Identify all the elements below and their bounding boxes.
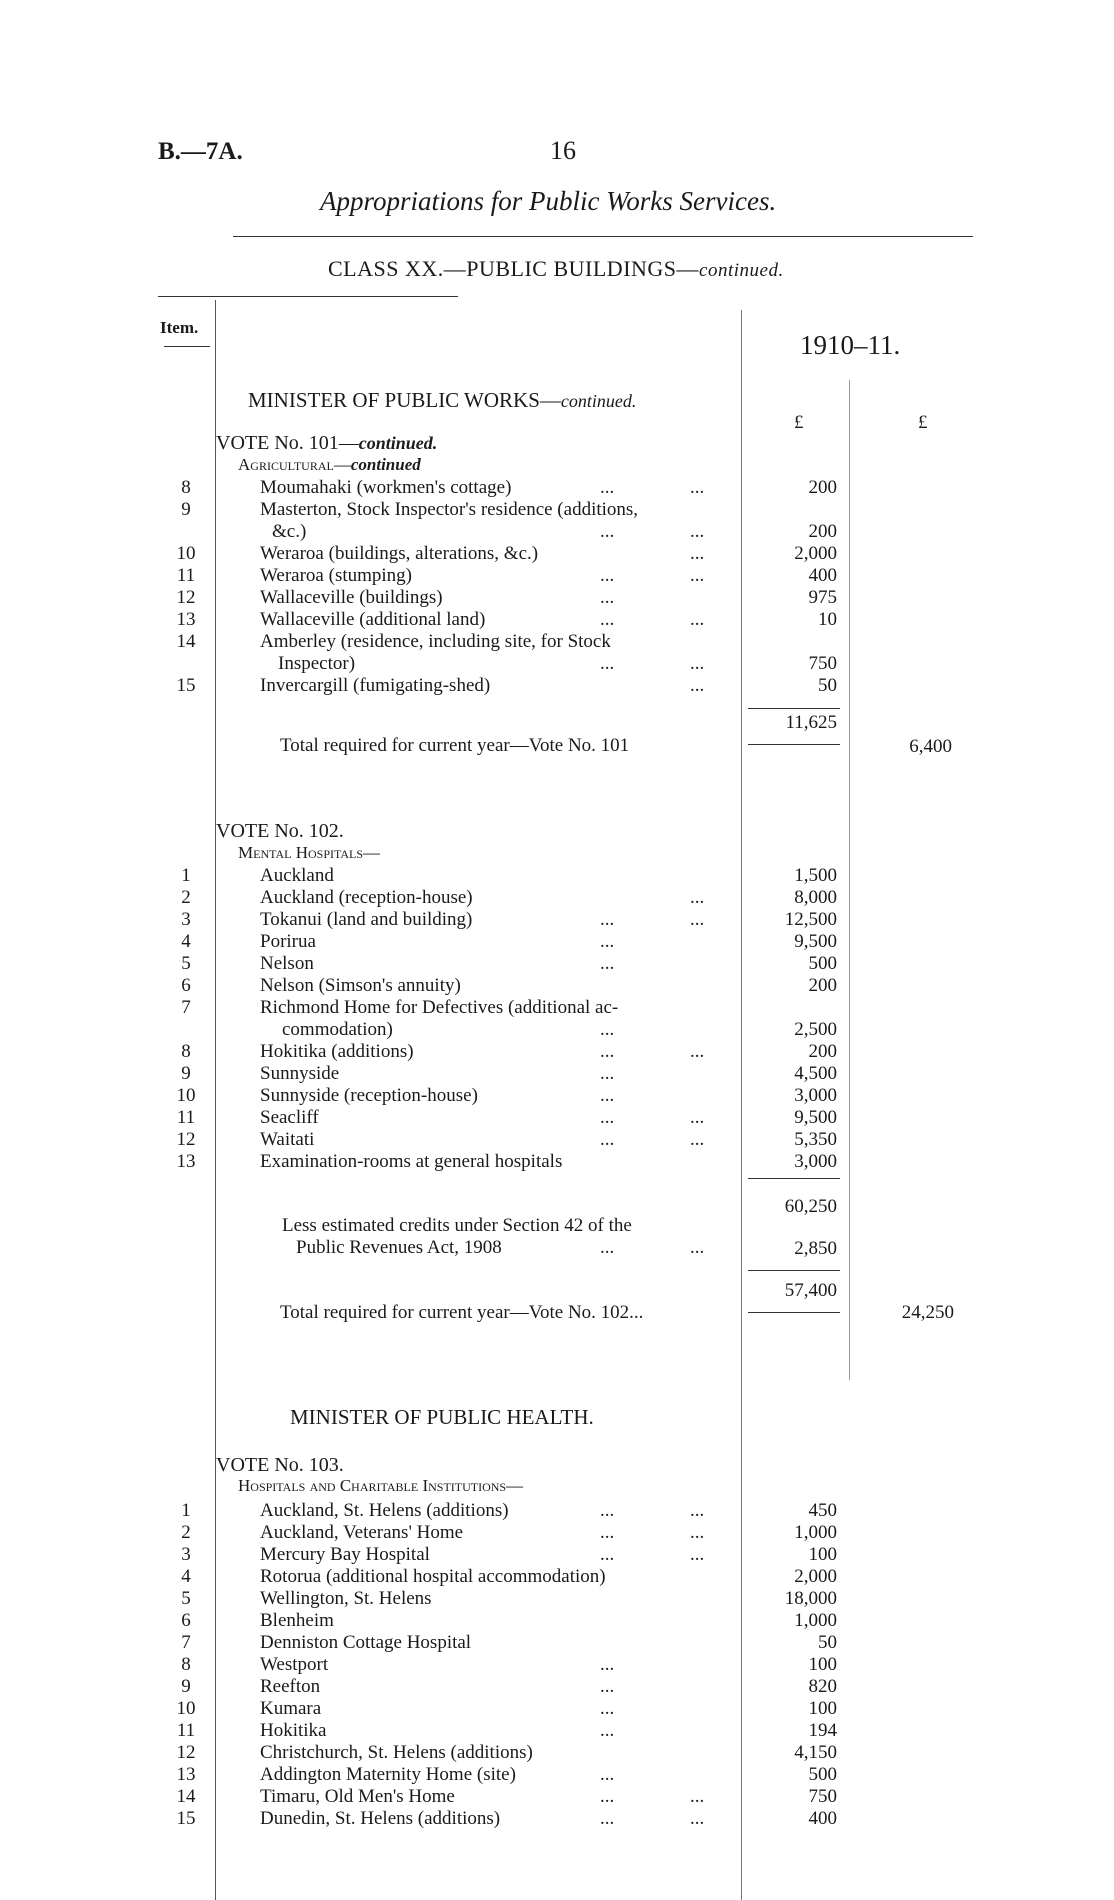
leader-dots: ... — [600, 1764, 615, 1785]
item-description: Auckland, St. Helens (additions) — [260, 1500, 509, 1521]
item-number: 3 — [181, 909, 191, 930]
leader-dots: ... — [600, 477, 615, 498]
item-description: Wallaceville (additional land) — [260, 609, 486, 630]
item-description: Mercury Bay Hospital — [260, 1544, 430, 1565]
item-description: Weraroa (buildings, alterations, &c.) — [260, 543, 539, 564]
table-row — [0, 1610, 1114, 1632]
leader-dots: ... — [600, 1654, 615, 1675]
vote-101-subtotal: 11,625 — [785, 712, 837, 733]
class-title — [328, 256, 784, 282]
table-row — [0, 1107, 1114, 1129]
table-row-continuation — [0, 653, 1114, 675]
item-number: 2 — [181, 887, 191, 908]
less-credits-dots: ... — [600, 1237, 615, 1258]
leader-dots: ... — [600, 1544, 615, 1565]
leader-dots: ... — [600, 1676, 615, 1697]
vote-102-subtotal: 60,250 — [784, 1196, 837, 1217]
table-row — [0, 1698, 1114, 1720]
item-number: 6 — [181, 975, 191, 996]
item-amount: 1,000 — [794, 1610, 837, 1631]
item-amount: 3,000 — [794, 1151, 837, 1172]
item-amount: 1,500 — [794, 865, 837, 886]
table-row — [0, 953, 1114, 975]
item-amount: 200 — [808, 975, 837, 996]
item-number: 1 — [181, 865, 191, 886]
section-title: MINISTER OF PUBLIC WORKS— — [248, 388, 561, 412]
leader-dots: ... — [690, 887, 705, 908]
table-row — [0, 565, 1114, 587]
vote-103-heading: VOTE No. 103. — [216, 1454, 344, 1476]
leader-dots: ... — [600, 1720, 615, 1741]
table-row — [0, 1041, 1114, 1063]
leader-dots: ... — [690, 1544, 705, 1565]
item-number: 15 — [176, 675, 196, 696]
vote-103-subheading: Hospitals and Charitable Institutions— — [238, 1476, 524, 1495]
item-amount: 100 — [808, 1654, 837, 1675]
total-rule — [748, 744, 840, 745]
leader-dots: ... — [690, 521, 705, 542]
item-description: Hokitika (additions) — [260, 1041, 414, 1062]
leader-dots: ... — [690, 477, 705, 498]
item-amount: 4,500 — [794, 1063, 837, 1084]
item-amount: 100 — [808, 1698, 837, 1719]
item-number: 12 — [176, 1742, 196, 1763]
leader-dots: ... — [600, 609, 615, 630]
table-row — [0, 909, 1114, 931]
less-credits-amount: 2,850 — [794, 1238, 837, 1259]
table-row — [0, 1129, 1114, 1151]
item-amount: 400 — [808, 1808, 837, 1829]
item-description: Westport — [260, 1654, 329, 1675]
vote-102-heading: VOTE No. 102. — [216, 820, 344, 842]
less-credits-label-continued: Public Revenues Act, 1908 — [296, 1237, 502, 1258]
table-row — [0, 543, 1114, 565]
subtotal-rule — [748, 708, 840, 709]
section-heading-public-works — [248, 388, 636, 413]
item-amount: 500 — [808, 953, 837, 974]
item-amount: 450 — [808, 1500, 837, 1521]
table-row — [0, 1063, 1114, 1085]
total-rule — [748, 1312, 840, 1313]
item-number: 5 — [181, 953, 191, 974]
item-description: Masterton, Stock Inspector's residence (additions, — [260, 499, 639, 520]
table-row — [0, 1522, 1114, 1544]
item-amount: 50 — [818, 675, 837, 696]
item-number: 7 — [181, 1632, 191, 1653]
item-description: Denniston Cottage Hospital — [260, 1632, 472, 1653]
leader-dots: ... — [690, 1129, 705, 1150]
item-description: Reefton — [260, 1676, 321, 1697]
item-number: 11 — [176, 1720, 196, 1741]
vote-heading-text: VOTE No. 101— — [216, 432, 359, 454]
item-number: 8 — [181, 1041, 191, 1062]
leader-dots: ... — [600, 909, 615, 930]
item-amount: 2,000 — [794, 1566, 837, 1587]
leader-dots: ... — [690, 653, 705, 674]
vote-heading-continued: continued. — [358, 433, 438, 453]
item-description: Rotorua (additional hospital accommodation) — [260, 1566, 606, 1587]
table-row — [0, 887, 1114, 909]
item-number: 11 — [176, 1107, 196, 1128]
item-number: 12 — [176, 1129, 196, 1150]
item-amount: 1,000 — [794, 1522, 837, 1543]
item-number: 12 — [176, 587, 196, 608]
vote-102-total-label: Total required for current year—Vote No. 102... — [280, 1302, 644, 1323]
item-number: 10 — [176, 543, 196, 564]
document-reference: B.—7A. — [158, 138, 243, 165]
table-row — [0, 1742, 1114, 1764]
item-description: Moumahaki (workmen's cottage) — [260, 477, 512, 498]
item-amount: 750 — [808, 1786, 837, 1807]
table-row — [0, 1808, 1114, 1830]
leader-dots: ... — [690, 543, 705, 564]
item-amount: 200 — [808, 1041, 837, 1062]
item-number: 5 — [181, 1588, 191, 1609]
table-row — [0, 1676, 1114, 1698]
section-title-continued: continued. — [560, 391, 637, 411]
section-heading-public-health: MINISTER OF PUBLIC HEALTH. — [290, 1405, 594, 1429]
leader-dots: ... — [600, 1808, 615, 1829]
leader-dots: ... — [690, 1500, 705, 1521]
item-number: 6 — [181, 1610, 191, 1631]
item-description: Waitati — [260, 1129, 315, 1150]
item-number: 13 — [176, 1151, 196, 1172]
item-number: 1 — [181, 1500, 191, 1521]
item-number: 3 — [181, 1544, 191, 1565]
leader-dots: ... — [600, 1019, 615, 1040]
item-description: Auckland, Veterans' Home — [260, 1522, 464, 1543]
leader-dots: ... — [600, 1522, 615, 1543]
item-description: Wallaceville (buildings) — [260, 587, 443, 608]
table-row — [0, 975, 1114, 997]
item-description: Weraroa (stumping) — [260, 565, 412, 586]
item-number: 10 — [176, 1698, 196, 1719]
table-row-continuation — [0, 1019, 1114, 1041]
page-title: Appropriations for Public Works Services. — [320, 186, 777, 216]
item-header-underline — [164, 346, 210, 347]
item-description: Porirua — [260, 931, 316, 952]
table-row — [0, 1544, 1114, 1566]
item-description-continued: commodation) — [282, 1019, 393, 1040]
table-top-rule — [158, 296, 458, 297]
item-number: 4 — [181, 931, 191, 952]
subtotal-rule — [748, 1178, 840, 1179]
item-amount: 194 — [808, 1720, 837, 1741]
leader-dots: ... — [600, 1786, 615, 1807]
pound-sign-col2: £ — [918, 412, 928, 433]
header-rule — [233, 236, 973, 237]
leader-dots: ... — [690, 1041, 705, 1062]
leader-dots: ... — [600, 1107, 615, 1128]
item-number: 11 — [176, 565, 196, 586]
item-amount: 100 — [808, 1544, 837, 1565]
net-rule — [748, 1270, 840, 1271]
table-row — [0, 675, 1114, 697]
table-row — [0, 997, 1114, 1019]
leader-dots: ... — [690, 1808, 705, 1829]
item-description: Nelson — [260, 953, 314, 974]
leader-dots: ... — [600, 1041, 615, 1062]
item-description: Addington Maternity Home (site) — [260, 1764, 516, 1785]
table-row — [0, 1786, 1114, 1808]
vote-101-total: 6,400 — [909, 736, 952, 757]
table-row — [0, 1632, 1114, 1654]
table-row — [0, 499, 1114, 521]
item-number: 13 — [176, 609, 196, 630]
vote-102-subheading: Mental Hospitals— — [238, 843, 381, 862]
class-title-main: CLASS XX.—PUBLIC BUILDINGS— — [328, 256, 700, 281]
item-amount: 975 — [808, 587, 837, 608]
table-row — [0, 1720, 1114, 1742]
less-credits-dots: ... — [690, 1237, 705, 1258]
pound-sign-col1: £ — [794, 412, 804, 433]
leader-dots: ... — [690, 609, 705, 630]
leader-dots: ... — [690, 565, 705, 586]
item-description: Blenheim — [260, 1610, 334, 1631]
item-number: 10 — [176, 1085, 196, 1106]
item-amount: 750 — [808, 653, 837, 674]
table-row — [0, 587, 1114, 609]
leader-dots: ... — [600, 1698, 615, 1719]
item-amount: 400 — [808, 565, 837, 586]
item-description: Wellington, St. Helens — [260, 1588, 432, 1609]
item-amount: 18,000 — [784, 1588, 837, 1609]
vote-102-total: 24,250 — [901, 1302, 954, 1323]
table-row — [0, 631, 1114, 653]
item-number: 14 — [176, 631, 196, 652]
item-amount: 2,500 — [794, 1019, 837, 1040]
leader-dots: ... — [600, 587, 615, 608]
item-column-header: Item. — [160, 318, 199, 337]
less-credits-label: Less estimated credits under Section 42 of the — [282, 1215, 632, 1236]
item-amount: 9,500 — [794, 1107, 837, 1128]
table-row — [0, 609, 1114, 631]
item-amount: 10 — [818, 609, 837, 630]
leader-dots: ... — [690, 675, 705, 696]
leader-dots: ... — [600, 1063, 615, 1084]
vote-102-net: 57,400 — [784, 1280, 837, 1301]
item-amount: 5,350 — [794, 1129, 837, 1150]
leader-dots: ... — [600, 521, 615, 542]
table-row — [0, 931, 1114, 953]
item-number: 2 — [181, 1522, 191, 1543]
item-description: Tokanui (land and building) — [260, 909, 473, 930]
item-number: 8 — [181, 1654, 191, 1675]
item-description: Seacliff — [260, 1107, 319, 1128]
leader-dots: ... — [690, 1107, 705, 1128]
leader-dots: ... — [600, 653, 615, 674]
item-number: 9 — [181, 499, 191, 520]
leader-dots: ... — [600, 1500, 615, 1521]
item-number: 9 — [181, 1676, 191, 1697]
leader-dots: ... — [690, 1522, 705, 1543]
item-amount: 820 — [808, 1676, 837, 1697]
item-description: Sunnyside — [260, 1063, 340, 1084]
item-number: 8 — [181, 477, 191, 498]
year-header: 1910–11. — [800, 330, 901, 360]
vote-101-subheading — [238, 455, 421, 475]
item-amount: 200 — [808, 521, 837, 542]
item-number: 14 — [176, 1786, 196, 1807]
leader-dots: ... — [600, 931, 615, 952]
leader-dots: ... — [690, 1786, 705, 1807]
class-title-continued: continued. — [699, 260, 784, 281]
item-description-continued: Inspector) — [278, 653, 356, 674]
item-description: Examination-rooms at general hospitals — [260, 1151, 563, 1172]
table-row — [0, 1764, 1114, 1786]
table-row-continuation — [0, 521, 1114, 543]
item-amount: 4,150 — [794, 1742, 837, 1763]
item-description: Nelson (Simson's annuity) — [260, 975, 461, 996]
item-number: 4 — [181, 1566, 191, 1587]
item-description: Kumara — [260, 1698, 322, 1719]
item-description: Christchurch, St. Helens (additions) — [260, 1742, 533, 1763]
item-description: Auckland — [260, 865, 334, 886]
item-description: Timaru, Old Men's Home — [260, 1786, 455, 1807]
item-description: Auckland (reception-house) — [260, 887, 473, 908]
item-description: Richmond Home for Defectives (additional ac- — [260, 997, 619, 1018]
table-row — [0, 865, 1114, 887]
subheading-continued: continued — [350, 455, 421, 474]
leader-dots: ... — [600, 565, 615, 586]
table-row — [0, 1151, 1114, 1173]
table-row — [0, 1085, 1114, 1107]
item-amount: 3,000 — [794, 1085, 837, 1106]
vote-101-total-label: Total required for current year—Vote No. 101 — [280, 735, 630, 756]
leader-dots: ... — [600, 953, 615, 974]
item-number: 15 — [176, 1808, 196, 1829]
item-amount: 8,000 — [794, 887, 837, 908]
table-row — [0, 1566, 1114, 1588]
item-description: Invercargill (fumigating-shed) — [260, 675, 491, 696]
item-number: 7 — [181, 997, 191, 1018]
item-description-continued: &c.) — [272, 521, 307, 542]
item-amount: 12,500 — [784, 909, 837, 930]
item-description: Hokitika — [260, 1720, 327, 1741]
item-number: 13 — [176, 1764, 196, 1785]
item-amount: 50 — [818, 1632, 837, 1653]
item-description: Sunnyside (reception-house) — [260, 1085, 478, 1106]
leader-dots: ... — [690, 909, 705, 930]
item-amount: 9,500 — [794, 931, 837, 952]
subheading-text: Agricultural— — [238, 455, 351, 474]
table-row — [0, 1500, 1114, 1522]
leader-dots: ... — [600, 1129, 615, 1150]
table-row — [0, 1588, 1114, 1610]
vote-101-heading — [216, 432, 437, 455]
item-amount: 2,000 — [794, 543, 837, 564]
item-description: Dunedin, St. Helens (additions) — [260, 1808, 501, 1829]
table-row — [0, 1654, 1114, 1676]
leader-dots: ... — [600, 1085, 615, 1106]
item-amount: 500 — [808, 1764, 837, 1785]
page-number: 16 — [550, 136, 576, 165]
item-amount: 200 — [808, 477, 837, 498]
item-description: Amberley (residence, including site, for Stock — [260, 631, 611, 652]
table-row — [0, 477, 1114, 499]
item-number: 9 — [181, 1063, 191, 1084]
